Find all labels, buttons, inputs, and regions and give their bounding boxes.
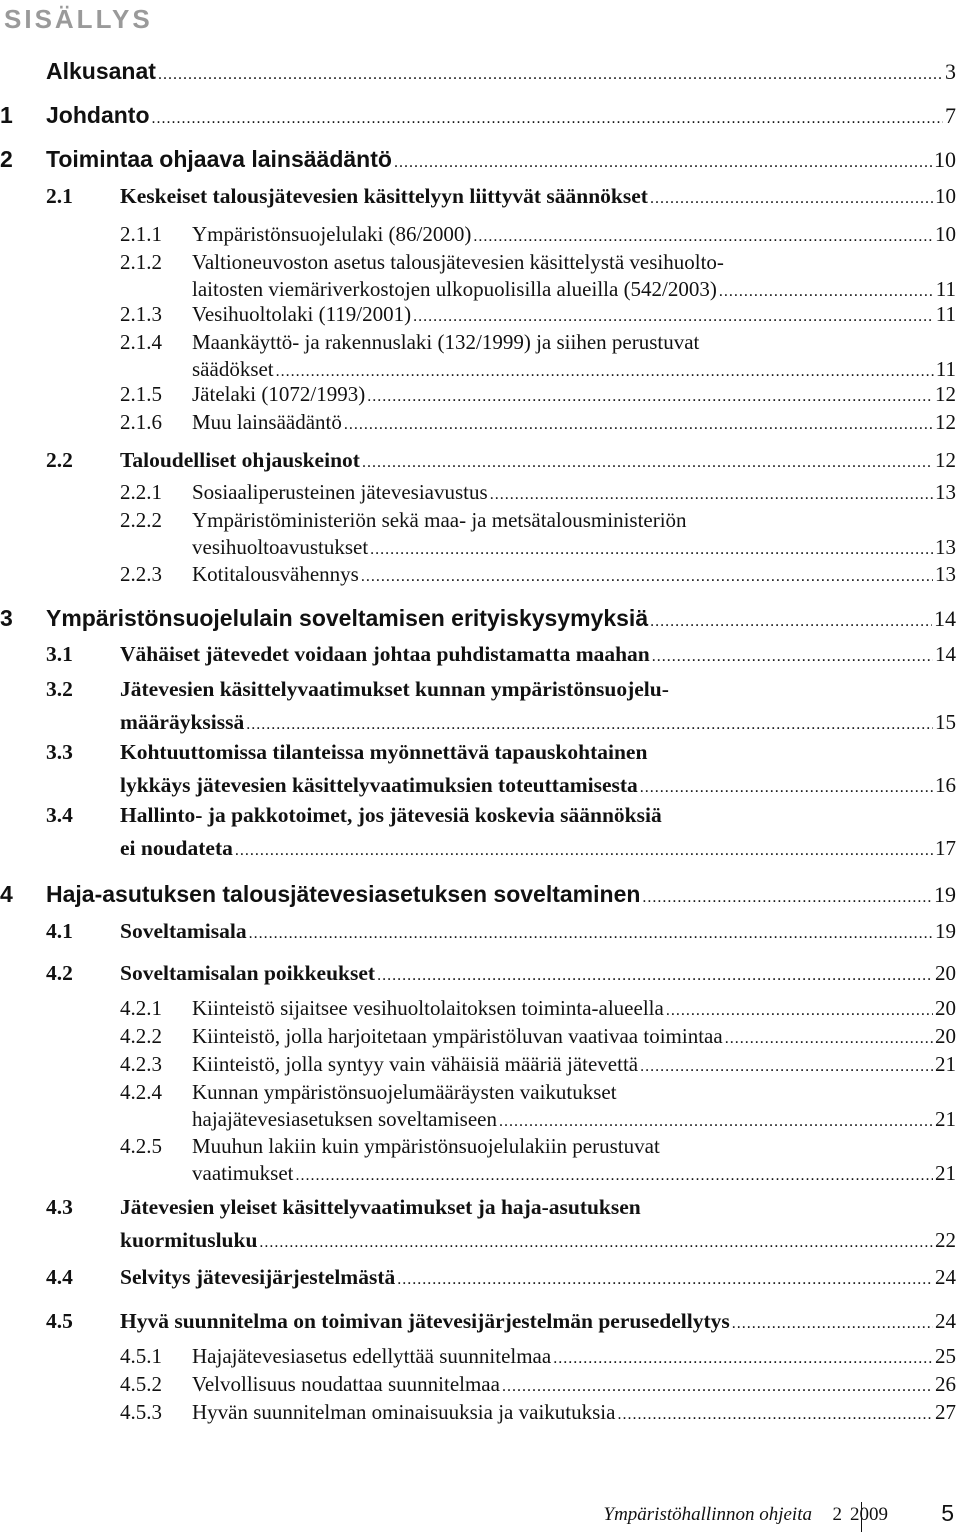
- toc-entry-number: 4.2.3: [120, 1052, 162, 1076]
- toc-entry-text-group: [120, 642, 956, 667]
- toc-entry-number: 4: [0, 881, 13, 907]
- toc-dot-leader: [640, 1058, 933, 1076]
- toc-entry-text-group: [192, 357, 956, 382]
- toc-entry-line: [0, 146, 956, 176]
- toc-entry-line: [0, 1107, 956, 1137]
- toc-dot-leader: [362, 454, 933, 472]
- toc-entry-title: Jätevesien yleiset käsittelyvaatimukset ja haja-asutuksen: [120, 1195, 641, 1219]
- toc-entry-number: 4.2: [46, 961, 73, 985]
- toc-entry-text-group: [120, 1195, 956, 1220]
- toc-dot-leader: [666, 1002, 933, 1020]
- toc-entry-line: [0, 881, 956, 911]
- toc-entry-title: hajajätevesiasetuksen soveltamiseen: [192, 1107, 497, 1131]
- toc-entry-title: määräyksissä: [120, 710, 245, 734]
- toc-entry-line: [0, 1024, 956, 1054]
- toc-entry-line: [0, 677, 956, 707]
- toc-entry-text-group: [46, 102, 956, 129]
- toc-entry-title: Hallinto- ja pakkotoimet, jos jätevesiä koskevia säännöksiä: [120, 803, 662, 827]
- toc-entry-text-group: [46, 146, 956, 173]
- toc-entry-page: 13: [935, 535, 956, 559]
- toc-entry-page: 24: [935, 1265, 956, 1289]
- toc-entry-page: 25: [935, 1344, 956, 1368]
- toc-entry-number: 4.2.5: [120, 1134, 162, 1158]
- toc-entry-line: [0, 1080, 956, 1110]
- toc-entry-number: 4.2.2: [120, 1024, 162, 1048]
- toc-entry-number: 1: [0, 102, 13, 128]
- toc-entry-page: 21: [935, 1107, 956, 1131]
- toc-entry-title: laitosten viemäriverkostojen ulkopuolisilla alueilla (542/2003): [192, 277, 717, 301]
- toc-entry-text-group: [192, 1161, 956, 1186]
- toc-entry-page: 7: [945, 103, 956, 128]
- toc-entry-text-group: [120, 1228, 956, 1253]
- toc-entry-number: 2.1.5: [120, 382, 162, 406]
- toc-entry-title: Taloudelliset ohjauskeinot: [120, 448, 360, 472]
- toc-entry-text-group: [192, 508, 956, 533]
- toc-dot-leader: [259, 1234, 933, 1252]
- toc-entry-text-group: [192, 410, 956, 435]
- toc-entry-line: [0, 184, 956, 214]
- toc-entry-number: 3.3: [46, 740, 73, 764]
- toc-entry-text-group: [120, 773, 956, 798]
- toc-entry-text-group: [192, 562, 956, 587]
- toc-dot-leader: [394, 154, 932, 172]
- toc-entry-title: Hyvän suunnitelman ominaisuuksia ja vaikutuksia: [192, 1400, 616, 1424]
- toc-entry-number: 2.2.2: [120, 508, 162, 532]
- toc-entry-title: Hyvä suunnitelma on toimivan jätevesijärjestelmän perusedellytys: [120, 1309, 730, 1333]
- toc-entry-text-group: [192, 1024, 956, 1049]
- toc-entry-line: [0, 803, 956, 833]
- toc-dot-leader: [732, 1315, 933, 1333]
- toc-entry-page: 10: [935, 222, 956, 246]
- toc-entry-page: 20: [935, 1024, 956, 1048]
- toc-entry-title: kuormitusluku: [120, 1228, 258, 1252]
- toc-entry-title: Maankäyttö- ja rakennuslaki (132/1999) ja siihen perustuvat: [192, 330, 700, 354]
- toc-entry-line: [0, 102, 956, 132]
- toc-entry-text-group: [120, 803, 956, 828]
- toc-entry-title: Sosiaaliperusteinen jätevesiavustus: [192, 480, 488, 504]
- toc-entry-line: [0, 1161, 956, 1191]
- toc-entry-page: 20: [935, 961, 956, 985]
- toc-entry-text-group: [120, 836, 956, 861]
- toc-dot-leader: [367, 388, 933, 406]
- toc-entry-text-group: [192, 535, 956, 560]
- toc-entry-page: 13: [935, 562, 956, 586]
- toc-dot-leader: [361, 568, 933, 586]
- toc-entry-title: Hajajätevesiasetus edellyttää suunnitelmaa: [192, 1344, 552, 1368]
- toc-entry-number: 4.3: [46, 1195, 73, 1219]
- toc-entry-line: [0, 1228, 956, 1258]
- toc-dot-leader: [152, 110, 944, 128]
- toc-entry-line: [0, 302, 956, 332]
- toc-entry-text-group: [192, 1080, 956, 1105]
- toc-entry-number: 3.1: [46, 642, 73, 666]
- toc-entry-line: [0, 382, 956, 412]
- toc-entry-title: Kiinteistö, jolla harjoitetaan ympäristöluvan vaativaa toimintaa: [192, 1024, 723, 1048]
- toc-entry-number: 2.1.3: [120, 302, 162, 326]
- toc-entry-line: [0, 1400, 956, 1430]
- toc-entry-number: 3: [0, 605, 13, 631]
- toc-entry-page: 19: [935, 919, 956, 943]
- toc-entry-line: [0, 410, 956, 440]
- toc-entry-page: 12: [935, 382, 956, 406]
- toc-entry-page: 21: [935, 1161, 956, 1185]
- toc-dot-leader: [490, 486, 933, 504]
- toc-entry-title: Muuhun lakiin kuin ympäristönsuojelulakiin perustuvat: [192, 1134, 660, 1158]
- toc-entry-number: 3.2: [46, 677, 73, 701]
- toc-entry-text-group: [120, 184, 956, 209]
- toc-entry-text-group: [120, 1265, 956, 1290]
- toc-entry-title: Ympäristönsuojelulain soveltamisen erityiskysymyksiä: [46, 605, 649, 631]
- toc-entry-page: 10: [934, 147, 956, 172]
- toc-entry-title: säädökset: [192, 357, 274, 381]
- toc-entry-line: [0, 1134, 956, 1164]
- toc-entry-text-group: [46, 605, 956, 632]
- toc-entry-number: 2: [0, 146, 13, 172]
- toc-entry-line: [0, 1052, 956, 1082]
- toc-entry-line: [0, 996, 956, 1026]
- toc-entry-line: [0, 1372, 956, 1402]
- toc-entry-text-group: [192, 996, 956, 1021]
- toc-entry-title: Keskeiset talousjätevesien käsittelyyn liittyvät säännökset: [120, 184, 648, 208]
- toc-entry-number: 2.1.6: [120, 410, 162, 434]
- toc-dot-leader: [473, 228, 933, 246]
- toc-entry-title: Kohtuuttomissa tilanteissa myönnettävä tapauskohtainen: [120, 740, 648, 764]
- toc-entry-line: [0, 710, 956, 740]
- toc-entry-number: 4.5.1: [120, 1344, 162, 1368]
- toc-entry-number: 2.1.4: [120, 330, 162, 354]
- toc-entry-text-group: [192, 480, 956, 505]
- toc-entry-text-group: [120, 1309, 956, 1334]
- toc-dot-leader: [158, 66, 943, 84]
- toc-entry-title: Kotitalousvähennys: [192, 562, 359, 586]
- toc-dot-leader: [719, 283, 934, 301]
- toc-entry-title: lykkäys jätevesien käsittelyvaatimuksien toteuttamisesta: [120, 773, 638, 797]
- toc-dot-leader: [344, 416, 933, 434]
- toc-entry-number: 2.1.2: [120, 250, 162, 274]
- toc-entry-page: 12: [935, 448, 956, 472]
- toc-entry-line: [0, 961, 956, 991]
- toc-dot-leader: [499, 1113, 933, 1131]
- toc-entry-title: Vähäiset jätevedet voidaan johtaa puhdistamatta maahan: [120, 642, 650, 666]
- toc-dot-leader: [295, 1167, 933, 1185]
- toc-entry-title: Johdanto: [46, 102, 150, 128]
- footer-page-number: 5: [941, 1500, 954, 1526]
- toc-entry-number: 2.1.1: [120, 222, 162, 246]
- toc-entry-number: 4.1: [46, 919, 73, 943]
- toc-entry-page: 20: [935, 996, 956, 1020]
- toc-entry-text-group: [120, 919, 956, 944]
- toc-entry-line: [0, 605, 956, 635]
- toc-entry-text-group: [192, 1052, 956, 1077]
- toc-entry-page: 15: [935, 710, 956, 734]
- toc-entry-line: [0, 508, 956, 538]
- toc-entry-line: [0, 1309, 956, 1339]
- toc-entry-number: 2.2: [46, 448, 73, 472]
- toc-dot-leader: [652, 648, 933, 666]
- toc-dot-leader: [249, 925, 933, 943]
- toc-entry-text-group: [120, 961, 956, 986]
- toc-entry-page: 11: [935, 302, 956, 326]
- toc-entry-page: 3: [945, 59, 956, 84]
- toc-entry-text-group: [192, 302, 956, 327]
- toc-entry-page: 14: [934, 606, 956, 631]
- toc-entry-text-group: [120, 677, 956, 702]
- toc-entry-number: 2.1: [46, 184, 73, 208]
- toc-entry-line: [0, 1195, 956, 1225]
- toc-entry-title: Soveltamisala: [120, 919, 247, 943]
- toc-entry-line: [0, 642, 956, 672]
- toc-entry-title: vaatimukset: [192, 1161, 294, 1185]
- toc-entry-text-group: [192, 1344, 956, 1369]
- page-footer: [0, 1500, 960, 1537]
- toc-entry-title: Velvollisuus noudattaa suunnitelmaa: [192, 1372, 500, 1396]
- toc-entry-line: [0, 836, 956, 866]
- toc-entry-title: Jätevesien käsittelyvaatimukset kunnan ympäristönsuojelu-: [120, 677, 669, 701]
- toc-entry-line: [0, 1265, 956, 1295]
- toc-entry-title: Ympäristönsuojelulaki (86/2000): [192, 222, 472, 246]
- toc-entry-title: vesihuoltoavustukset: [192, 535, 369, 559]
- toc-entry-page: 10: [935, 184, 956, 208]
- toc-dot-leader: [413, 308, 934, 326]
- toc-dot-leader: [502, 1378, 933, 1396]
- toc-entry-page: 13: [935, 480, 956, 504]
- toc-dot-leader: [235, 842, 933, 860]
- toc-entry-title: Ympäristöministeriön sekä maa- ja metsätalousministeriön: [192, 508, 687, 532]
- toc-entry-text-group: [192, 1372, 956, 1397]
- toc-entry-title: Muu lainsäädäntö: [192, 410, 342, 434]
- toc-dot-leader: [650, 190, 933, 208]
- toc-dot-leader: [553, 1350, 933, 1368]
- toc-entry-line: [0, 222, 956, 252]
- toc-entry-line: [0, 1344, 956, 1374]
- toc-dot-leader: [725, 1030, 933, 1048]
- toc-entry-line: [0, 562, 956, 592]
- toc-entry-title: Kiinteistö sijaitsee vesihuoltolaitoksen toiminta-alueella: [192, 996, 664, 1020]
- toc-entry-page: 11: [935, 277, 956, 301]
- toc-entry-page: 19: [934, 882, 956, 907]
- toc-entry-number: 2.2.1: [120, 480, 162, 504]
- toc-entry-text-group: [192, 1400, 956, 1425]
- toc-entry-number: 4.2.4: [120, 1080, 162, 1104]
- toc-entry-page: 11: [935, 357, 956, 381]
- toc-entry-number: 4.4: [46, 1265, 73, 1289]
- toc-dot-leader: [640, 779, 933, 797]
- toc-entry-title: ei noudateta: [120, 836, 233, 860]
- toc-entry-number: 4.5.3: [120, 1400, 162, 1424]
- toc-entry-line: [0, 448, 956, 478]
- toc-entry-line: [0, 480, 956, 510]
- toc-entry-number: 3.4: [46, 803, 73, 827]
- toc-dot-leader: [246, 716, 933, 734]
- toc-dot-leader: [642, 889, 932, 907]
- toc-entry-line: [0, 535, 956, 565]
- toc-entry-line: [0, 330, 956, 360]
- toc-entry-text-group: [192, 222, 956, 247]
- toc-entry-title: Soveltamisalan poikkeukset: [120, 961, 376, 985]
- toc-entry-title: Vesihuoltolaki (119/2001): [192, 302, 412, 326]
- toc-dot-leader: [397, 1271, 933, 1289]
- toc-dot-leader: [377, 967, 933, 985]
- toc-entry-page: 26: [935, 1372, 956, 1396]
- toc-entry-number: 4.5: [46, 1309, 73, 1333]
- toc-entry-page: 16: [935, 773, 956, 797]
- toc-entry-line: [0, 740, 956, 770]
- toc-entry-number: 4.5.2: [120, 1372, 162, 1396]
- toc-entry-text-group: [192, 250, 956, 275]
- toc-entry-page: 14: [935, 642, 956, 666]
- toc-entry-page: 21: [935, 1052, 956, 1076]
- toc-entry-line: [0, 58, 956, 88]
- toc-entry-line: [0, 250, 956, 280]
- toc-dot-leader: [650, 613, 932, 631]
- toc-entry-text-group: [192, 1134, 956, 1159]
- toc-dot-leader: [276, 363, 934, 381]
- footer-year: 2009: [850, 1504, 888, 1525]
- toc-entry-title: Kunnan ympäristönsuojelumääräysten vaikutukset: [192, 1080, 617, 1104]
- toc-entry-line: [0, 773, 956, 803]
- toc-entry-title: Valtioneuvoston asetus talousjätevesien käsittelystä vesihuolto-: [192, 250, 724, 274]
- toc-entry-text-group: [192, 1107, 956, 1132]
- toc-entry-title: Kiinteistö, jolla syntyy vain vähäisiä määriä jätevettä: [192, 1052, 639, 1076]
- toc-entry-title: Jätelaki (1072/1993): [192, 382, 366, 406]
- toc-dot-leader: [617, 1406, 933, 1424]
- toc-entry-page: 17: [935, 836, 956, 860]
- toc-entry-text-group: [120, 710, 956, 735]
- toc-entry-text-group: [120, 448, 956, 473]
- toc-entry-page: 12: [935, 410, 956, 434]
- toc-entry-page: 24: [935, 1309, 956, 1333]
- toc-entry-text-group: [120, 740, 956, 765]
- footer-volume: 2: [832, 1504, 842, 1525]
- toc-heading: SISÄLLYS: [4, 4, 153, 34]
- footer-publication: Ympäristöhallinnon ohjeita: [603, 1504, 812, 1525]
- toc-entry-text-group: [192, 382, 956, 407]
- toc-entry-text-group: [46, 58, 956, 85]
- toc-entry-text-group: [192, 330, 956, 355]
- toc-entry-title: Selvitys jätevesijärjestelmästä: [120, 1265, 396, 1289]
- toc-entry-line: [0, 919, 956, 949]
- toc-dot-leader: [370, 541, 933, 559]
- toc-entry-page: 27: [935, 1400, 956, 1424]
- toc-entry-number: 2.2.3: [120, 562, 162, 586]
- toc-entry-text-group: [192, 277, 956, 302]
- toc-entry-page: 22: [935, 1228, 956, 1252]
- toc-entry-title: Haja-asutuksen talousjätevesiasetuksen soveltaminen: [46, 881, 641, 907]
- toc-entry-text-group: [46, 881, 956, 908]
- toc-entry-title: Alkusanat: [46, 58, 156, 84]
- toc-entry-title: Toimintaa ohjaava lainsäädäntö: [46, 146, 392, 172]
- toc-entry-number: 4.2.1: [120, 996, 162, 1020]
